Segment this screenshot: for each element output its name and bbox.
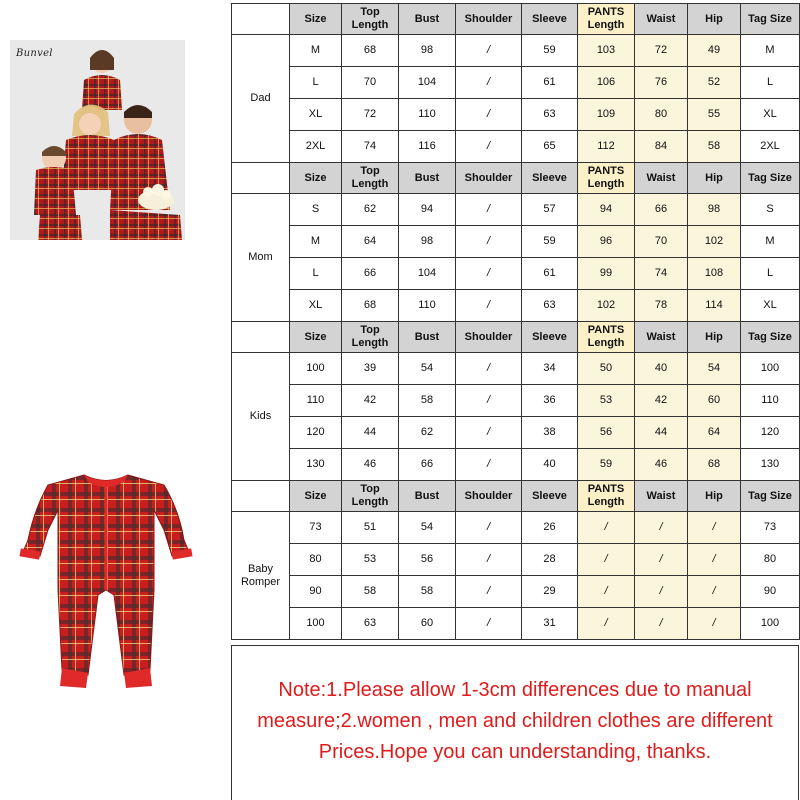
table-cell: 46 <box>342 449 399 481</box>
table-cell: 120 <box>290 417 342 449</box>
table-cell: / <box>456 194 522 226</box>
table-cell: / <box>635 544 688 576</box>
table-cell: 103 <box>578 35 635 67</box>
column-header: Size <box>290 322 342 353</box>
table-cell: 38 <box>522 417 578 449</box>
column-header: Hip <box>688 4 741 35</box>
column-header: Shoulder <box>456 4 522 35</box>
table-row <box>232 608 800 640</box>
table-cell: 2XL <box>741 131 800 163</box>
column-header: Size <box>290 163 342 194</box>
table-cell: 44 <box>342 417 399 449</box>
column-header: Top Length <box>342 481 399 512</box>
table-cell: 66 <box>635 194 688 226</box>
table-cell: 58 <box>399 576 456 608</box>
table-cell: 100 <box>290 608 342 640</box>
table-cell: 42 <box>342 385 399 417</box>
table-cell: 40 <box>635 353 688 385</box>
romper-icon <box>14 470 199 690</box>
table-cell: 31 <box>522 608 578 640</box>
table-cell: 53 <box>342 544 399 576</box>
table-cell: 100 <box>741 608 800 640</box>
table-cell: 64 <box>688 417 741 449</box>
table-row <box>232 353 800 385</box>
table-cell: 94 <box>578 194 635 226</box>
table-cell: L <box>741 67 800 99</box>
table-cell: 100 <box>290 353 342 385</box>
table-row <box>232 258 800 290</box>
table-cell: / <box>456 544 522 576</box>
column-header: PANTS Length <box>578 322 635 353</box>
table-cell: 110 <box>290 385 342 417</box>
table-cell: 94 <box>399 194 456 226</box>
table-cell: / <box>456 131 522 163</box>
table-cell: 58 <box>342 576 399 608</box>
table-cell: 102 <box>578 290 635 322</box>
table-cell: 104 <box>399 67 456 99</box>
table-cell: 112 <box>578 131 635 163</box>
table-cell: 76 <box>635 67 688 99</box>
table-cell: / <box>456 258 522 290</box>
table-cell: 68 <box>688 449 741 481</box>
column-header: Waist <box>635 4 688 35</box>
table-cell: 80 <box>290 544 342 576</box>
family-pajama-image <box>10 40 185 240</box>
table-cell: 68 <box>342 290 399 322</box>
table-cell: 96 <box>578 226 635 258</box>
group-label: Mom <box>232 194 290 322</box>
column-header: Size <box>290 4 342 35</box>
table-cell: 102 <box>688 226 741 258</box>
table-cell: 84 <box>635 131 688 163</box>
table-header-row <box>232 4 800 35</box>
table-cell: S <box>741 194 800 226</box>
size-chart-table <box>231 3 800 640</box>
table-cell: 63 <box>342 608 399 640</box>
column-header: Tag Size <box>741 4 800 35</box>
note-text: Note:1.Please allow 1-3cm differences due to manual measure;2.women , men and children clothes are different Prices.Hope you can understanding, thanks. <box>257 678 773 763</box>
table-cell: 40 <box>522 449 578 481</box>
table-cell: 56 <box>578 417 635 449</box>
table-cell: / <box>578 544 635 576</box>
column-header: Top Length <box>342 4 399 35</box>
column-header: Shoulder <box>456 481 522 512</box>
table-cell: 104 <box>399 258 456 290</box>
table-cell: 26 <box>522 512 578 544</box>
column-header: Tag Size <box>741 481 800 512</box>
table-row <box>232 35 800 67</box>
note-box <box>231 645 799 800</box>
column-header: PANTS Length <box>578 481 635 512</box>
table-row <box>232 544 800 576</box>
table-cell: 98 <box>399 226 456 258</box>
table-cell: 90 <box>741 576 800 608</box>
table-cell: / <box>635 608 688 640</box>
table-cell: / <box>578 512 635 544</box>
column-header: Bust <box>399 322 456 353</box>
table-header-row <box>232 481 800 512</box>
table-cell: 55 <box>688 99 741 131</box>
table-cell: 70 <box>342 67 399 99</box>
table-cell: 53 <box>578 385 635 417</box>
table-cell: L <box>290 67 342 99</box>
table-cell: 120 <box>741 417 800 449</box>
table-cell: 98 <box>399 35 456 67</box>
column-header: Shoulder <box>456 322 522 353</box>
column-header: Size <box>290 481 342 512</box>
column-header: Sleeve <box>522 481 578 512</box>
table-cell: 73 <box>741 512 800 544</box>
table-cell: 63 <box>522 99 578 131</box>
table-cell: / <box>456 417 522 449</box>
table-cell: M <box>290 226 342 258</box>
table-cell: / <box>688 608 741 640</box>
column-header: Bust <box>399 481 456 512</box>
table-cell: 42 <box>635 385 688 417</box>
table-row <box>232 67 800 99</box>
table-row <box>232 131 800 163</box>
table-cell: 58 <box>688 131 741 163</box>
table-cell: 80 <box>741 544 800 576</box>
table-cell: M <box>741 35 800 67</box>
table-row <box>232 417 800 449</box>
table-cell: / <box>456 576 522 608</box>
table-cell: 34 <box>522 353 578 385</box>
table-cell: 100 <box>741 353 800 385</box>
table-cell: 29 <box>522 576 578 608</box>
table-cell: 66 <box>342 258 399 290</box>
column-header: Sleeve <box>522 163 578 194</box>
header-blank-cell <box>232 322 290 353</box>
table-cell: / <box>635 512 688 544</box>
table-cell: 52 <box>688 67 741 99</box>
table-cell: 130 <box>290 449 342 481</box>
table-row <box>232 226 800 258</box>
table-cell: / <box>456 512 522 544</box>
table-row <box>232 512 800 544</box>
table-cell: / <box>456 608 522 640</box>
table-cell: 110 <box>399 99 456 131</box>
table-cell: 72 <box>635 35 688 67</box>
table-row <box>232 99 800 131</box>
table-cell: 66 <box>399 449 456 481</box>
column-header: Waist <box>635 481 688 512</box>
table-cell: / <box>456 290 522 322</box>
table-cell: 28 <box>522 544 578 576</box>
table-cell: 62 <box>342 194 399 226</box>
table-cell: M <box>741 226 800 258</box>
table-cell: 46 <box>635 449 688 481</box>
table-cell: 60 <box>399 608 456 640</box>
table-cell: 58 <box>399 385 456 417</box>
table-cell: 44 <box>635 417 688 449</box>
table-cell: 108 <box>688 258 741 290</box>
column-header: Waist <box>635 163 688 194</box>
table-cell: 110 <box>741 385 800 417</box>
table-cell: / <box>635 576 688 608</box>
group-label: Baby Romper <box>232 512 290 640</box>
table-cell: / <box>456 226 522 258</box>
table-cell: 62 <box>399 417 456 449</box>
column-header: Waist <box>635 322 688 353</box>
table-cell: 109 <box>578 99 635 131</box>
header-blank-cell <box>232 481 290 512</box>
table-row <box>232 385 800 417</box>
table-cell: / <box>578 608 635 640</box>
table-cell: XL <box>741 290 800 322</box>
table-header-row <box>232 163 800 194</box>
table-row <box>232 194 800 226</box>
column-header: Hip <box>688 481 741 512</box>
table-row <box>232 576 800 608</box>
table-cell: 78 <box>635 290 688 322</box>
column-header: Hip <box>688 163 741 194</box>
table-cell: 130 <box>741 449 800 481</box>
table-header-row <box>232 322 800 353</box>
table-cell: 63 <box>522 290 578 322</box>
table-cell: 106 <box>578 67 635 99</box>
column-header: Shoulder <box>456 163 522 194</box>
header-blank-cell <box>232 4 290 35</box>
table-cell: 54 <box>688 353 741 385</box>
table-cell: / <box>688 576 741 608</box>
table-cell: 59 <box>522 35 578 67</box>
table-cell: XL <box>741 99 800 131</box>
table-cell: 73 <box>290 512 342 544</box>
table-cell: / <box>456 35 522 67</box>
table-cell: 70 <box>635 226 688 258</box>
column-header: Hip <box>688 322 741 353</box>
table-cell: / <box>578 576 635 608</box>
table-cell: 36 <box>522 385 578 417</box>
table-cell: L <box>741 258 800 290</box>
table-cell: 80 <box>635 99 688 131</box>
table-cell: 51 <box>342 512 399 544</box>
table-cell: 114 <box>688 290 741 322</box>
table-cell: 57 <box>522 194 578 226</box>
table-cell: 74 <box>635 258 688 290</box>
family-photo <box>10 40 185 240</box>
table-cell: 64 <box>342 226 399 258</box>
table-cell: XL <box>290 290 342 322</box>
table-cell: 99 <box>578 258 635 290</box>
column-header: Top Length <box>342 163 399 194</box>
table-cell: 56 <box>399 544 456 576</box>
table-cell: 2XL <box>290 131 342 163</box>
table-cell: XL <box>290 99 342 131</box>
table-cell: / <box>456 449 522 481</box>
group-label: Kids <box>232 353 290 481</box>
table-cell: / <box>456 99 522 131</box>
table-cell: 116 <box>399 131 456 163</box>
table-cell: 61 <box>522 258 578 290</box>
table-cell: S <box>290 194 342 226</box>
table-cell: 54 <box>399 512 456 544</box>
table-cell: 49 <box>688 35 741 67</box>
table-cell: 54 <box>399 353 456 385</box>
column-header: Tag Size <box>741 322 800 353</box>
column-header: Bust <box>399 4 456 35</box>
table-cell: 68 <box>342 35 399 67</box>
table-cell: / <box>456 385 522 417</box>
table-cell: M <box>290 35 342 67</box>
table-cell: 90 <box>290 576 342 608</box>
table-cell: 72 <box>342 99 399 131</box>
table-cell: 65 <box>522 131 578 163</box>
table-cell: L <box>290 258 342 290</box>
column-header: Sleeve <box>522 4 578 35</box>
table-cell: 98 <box>688 194 741 226</box>
table-cell: 50 <box>578 353 635 385</box>
column-header: Tag Size <box>741 163 800 194</box>
table-cell: / <box>688 544 741 576</box>
column-header: Top Length <box>342 322 399 353</box>
table-cell: / <box>456 353 522 385</box>
table-cell: 74 <box>342 131 399 163</box>
column-header: PANTS Length <box>578 163 635 194</box>
table-cell: 61 <box>522 67 578 99</box>
table-cell: / <box>688 512 741 544</box>
table-cell: / <box>456 67 522 99</box>
column-header: Bust <box>399 163 456 194</box>
table-cell: 110 <box>399 290 456 322</box>
header-blank-cell <box>232 163 290 194</box>
column-header: PANTS Length <box>578 4 635 35</box>
column-header: Sleeve <box>522 322 578 353</box>
table-cell: 39 <box>342 353 399 385</box>
table-row <box>232 290 800 322</box>
brand-watermark: Bunvel <box>16 48 53 59</box>
table-cell: 59 <box>522 226 578 258</box>
table-cell: 59 <box>578 449 635 481</box>
table-cell: 60 <box>688 385 741 417</box>
baby-romper-image <box>14 470 199 690</box>
table-row <box>232 449 800 481</box>
group-label: Dad <box>232 35 290 163</box>
